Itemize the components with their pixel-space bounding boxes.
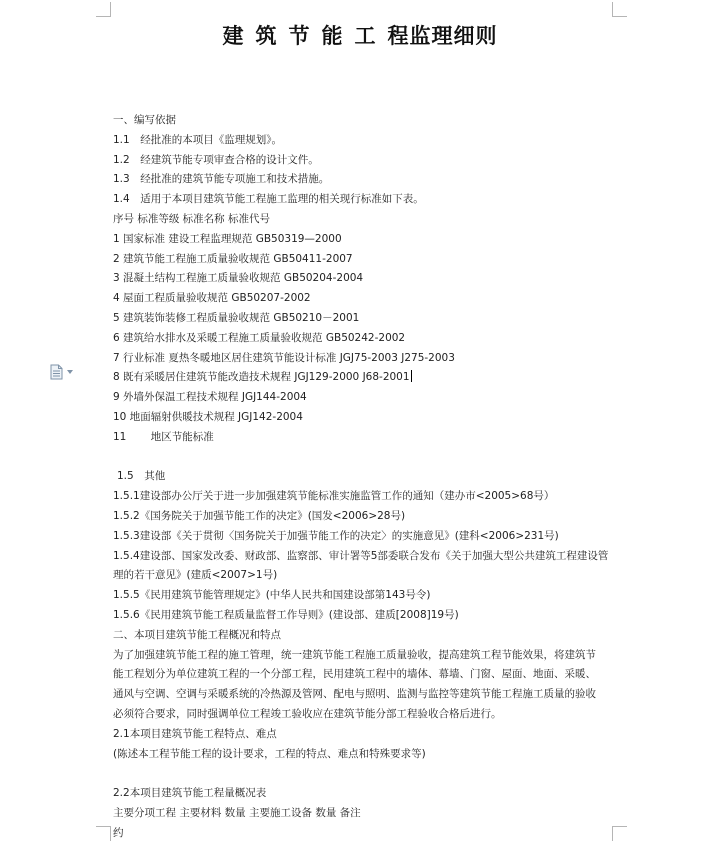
text-line: 为了加强建筑节能工程的施工管理，统一建筑节能工程施工质量验收，提高建筑工程节能效果，将建筑节 — [113, 648, 596, 661]
text-line: 必须符合要求，同时强调单位工程竣工验收应在建筑节能分部工程验收合格后进行。 — [113, 707, 502, 720]
text-line: 10 地面辐射供暖技术规程 JGJ142-2004 — [113, 410, 303, 423]
text-line: 1.1 经批准的本项目《监理规划》。 — [113, 133, 282, 146]
text-line: 能工程划分为单位建筑工程的一个分部工程，民用建筑工程中的墙体、幕墙、门窗、屋面、地面、采暖、 — [113, 668, 596, 681]
text-line: 1.5 其他 — [117, 470, 166, 483]
text-line: 11 地区节能标准 — [113, 430, 214, 443]
text-line: 1 国家标准 建设工程监理规范 GB50319—2000 — [113, 232, 342, 245]
text-line: (陈述本工程节能工程的设计要求，工程的特点、难点和特殊要求等) — [113, 747, 426, 760]
page-title: 建筑节能工程监理细则 — [222, 23, 498, 48]
text-line: 1.5.5《民用建筑节能管理规定》(中华人民共和国建设部第143号令) — [113, 589, 431, 602]
text-line: 1.5.1建设部办公厅关于进一步加强建筑节能标准实施监管工作的通知（建办市<2005>68号） — [113, 490, 555, 503]
text-line: 二、本项目建筑节能工程概况和特点 — [113, 628, 281, 641]
text-line: 2 建筑节能工程施工质量验收规范 GB50411-2007 — [113, 252, 353, 265]
text-line: 通风与空调、空调与采暖系统的冷热源及管网、配电与照明、监测与监控等建筑节能工程施工质量的验收 — [113, 688, 596, 701]
text-line: 4 屋面工程质量验收规范 GB50207-2002 — [113, 292, 311, 305]
text-line: 1.5.2《国务院关于加强节能工作的决定》(国发<2006>28号) — [113, 509, 406, 522]
text-line: 1.5.6《民用建筑节能工程质量监督工作导则》(建设部、建质[2008]19号) — [113, 608, 459, 621]
text-line: 2.1本项目建筑节能工程特点、难点 — [113, 727, 277, 740]
text-cursor — [411, 370, 412, 382]
chevron-down-icon — [67, 370, 73, 374]
text-line: 9 外墙外保温工程技术规程 JGJ144-2004 — [113, 391, 307, 404]
crop-mark-top-left — [96, 2, 111, 17]
text-line: 1.3 经批准的建筑节能专项施工和技术措施。 — [113, 173, 330, 186]
text-line: 理的若干意见》(建质<2007>1号) — [113, 569, 278, 582]
text-line: 1.5.4建设部、国家发改委、财政部、监察部、审计署等5部委联合发布《关于加强大型公共建筑工程建设管 — [113, 549, 609, 562]
text-line: 主要分项工程 主要材料 数量 主要施工设备 数量 备注 — [113, 806, 361, 819]
text-line: 1.5.3建设部《关于贯彻〈国务院关于加强节能工作的决定〉的实施意见》(建科<2006>231号) — [113, 529, 559, 542]
text-line: 6 建筑给水排水及采暖工程施工质量验收规范 GB50242-2002 — [113, 331, 406, 344]
text-line: 3 混凝土结构工程施工质量验收规范 GB50204-2004 — [113, 272, 364, 285]
document-body — [113, 111, 618, 843]
text-line: 一、编写依据 — [113, 114, 176, 126]
crop-mark-top-right — [612, 2, 627, 17]
text-line: 约 — [113, 826, 124, 839]
text-line: 序号 标准等级 标准名称 标准代号 — [113, 212, 271, 225]
text-line-with-cursor[interactable]: 8 既有采暖居住建筑节能改造技术规程 JGJ129-2000 J68-2001 — [113, 371, 410, 384]
text-line: 7 行业标准 夏热冬暖地区居住建筑节能设计标准 JGJ75-2003 J275-2003 — [113, 351, 455, 364]
text-line: 1.2 经建筑节能专项审查合格的设计文件。 — [113, 153, 319, 166]
paste-options-button[interactable] — [50, 364, 73, 380]
crop-mark-bottom-left — [96, 826, 111, 841]
text-line: 5 建筑装饰装修工程质量验收规范 GB50210－2001 — [113, 311, 360, 324]
text-line: 2.2本项目建筑节能工程量概况表 — [113, 787, 267, 800]
text-line: 1.4 适用于本项目建筑节能工程施工监理的相关现行标准如下表。 — [113, 193, 424, 206]
document-icon — [50, 364, 63, 380]
